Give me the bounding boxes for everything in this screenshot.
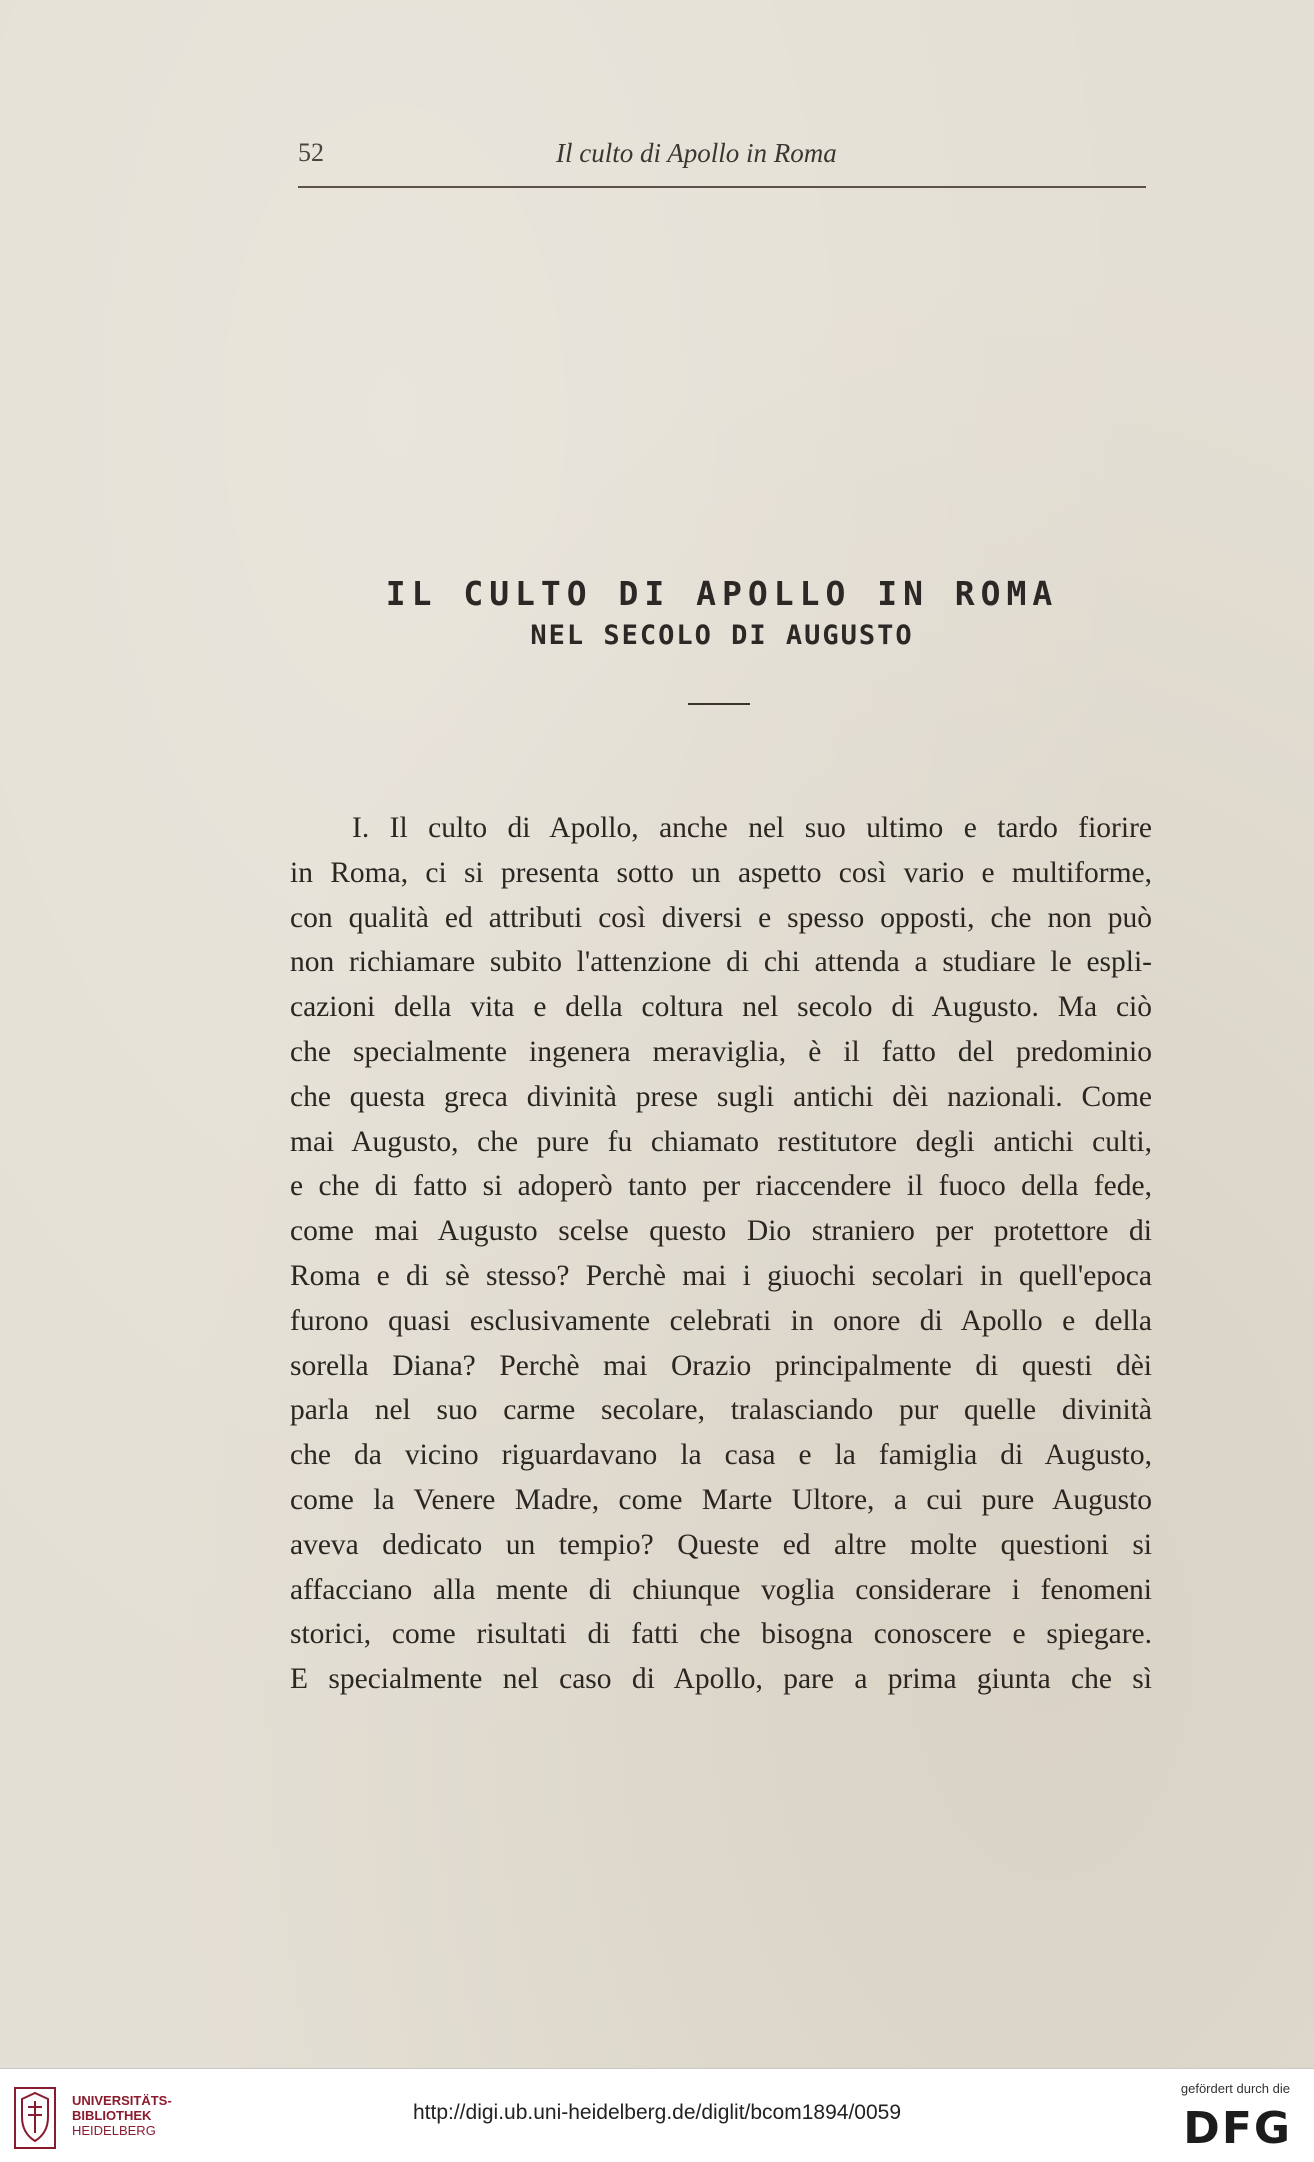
text-line: come la Venere Madre, come Marte Ultore, a cui pure Augusto <box>290 1483 1152 1516</box>
text-line: che da vicino riguardavano la casa e la famiglia di Augusto, <box>290 1439 1152 1472</box>
chapter-subtitle: NEL SECOLO DI AUGUSTO <box>530 620 914 651</box>
viewer-footer <box>0 2068 1314 2162</box>
running-title: Il culto di Apollo in Roma <box>556 138 837 168</box>
text-line: che questa greca divinità prese sugli antichi dèi nazionali. Come <box>290 1080 1152 1113</box>
text-line: I. Il culto di Apollo, anche nel suo ultimo e tardo fiorire <box>352 812 1152 844</box>
text-line: come mai Augusto scelse questo Dio straniero per protettore di <box>290 1215 1152 1248</box>
dfg-logo: DFG <box>1183 2103 1292 2154</box>
title-rule <box>688 703 750 705</box>
body-paragraph <box>290 806 1152 1702</box>
text-line: parla nel suo carme secolare, tralasciando pur quelle divinità <box>290 1394 1152 1427</box>
text-line: affacciano alla mente di chiunque voglia considerare i fenomeni <box>290 1573 1152 1606</box>
header-rule <box>298 186 1146 188</box>
text-line: storici, come risultati di fatti che bisogna conoscere e spiegare. <box>290 1618 1152 1651</box>
permalink-url[interactable]: http://digi.ub.uni-heidelberg.de/diglit/bcom1894/0059 <box>412 2101 901 2124</box>
text-line: in Roma, ci si presenta sotto un aspetto così vario e multiforme, <box>290 856 1152 889</box>
institution-line: UNIVERSITÄTS- <box>72 2093 172 2108</box>
text-line: Roma e di sè stesso? Perchè mai i giuochi secolari in quell'epoca <box>290 1259 1152 1292</box>
chapter-title: IL CULTO DI APOLLO IN ROMA <box>385 574 1059 613</box>
text-line: sorella Diana? Perchè mai Orazio principalmente di questi dèi <box>290 1349 1152 1382</box>
page-number: 52 <box>298 138 324 167</box>
text-line: furono quasi esclusivamente celebrati in onore di Apollo e della <box>290 1304 1152 1337</box>
text-line: con qualità ed attributi così diversi e spesso opposti, che non può <box>290 901 1152 934</box>
text-line: aveva dedicato un tempio? Queste ed altre molte questioni si <box>290 1528 1152 1561</box>
text-line: che specialmente ingenera meraviglia, è il fatto del predominio <box>290 1035 1152 1068</box>
funded-by-label: gefördert durch die <box>1180 2081 1290 2096</box>
text-line: mai Augusto, che pure fu chiamato restitutore degli antichi culti, <box>290 1125 1152 1158</box>
text-line: non richiamare subito l'attenzione di chi attenda a studiare le espli- <box>290 946 1152 979</box>
institution-line: BIBLIOTHEK <box>72 2108 152 2123</box>
institution-line: HEIDELBERG <box>72 2123 156 2138</box>
running-head <box>298 138 1146 178</box>
text-line: E specialmente nel caso di Apollo, pare a prima giunta che sì <box>290 1663 1152 1696</box>
text-line: cazioni della vita e della coltura nel secolo di Augusto. Ma ciò <box>290 991 1152 1024</box>
text-line: e che di fatto si adoperò tanto per riaccendere il fuoco della fede, <box>290 1170 1152 1203</box>
